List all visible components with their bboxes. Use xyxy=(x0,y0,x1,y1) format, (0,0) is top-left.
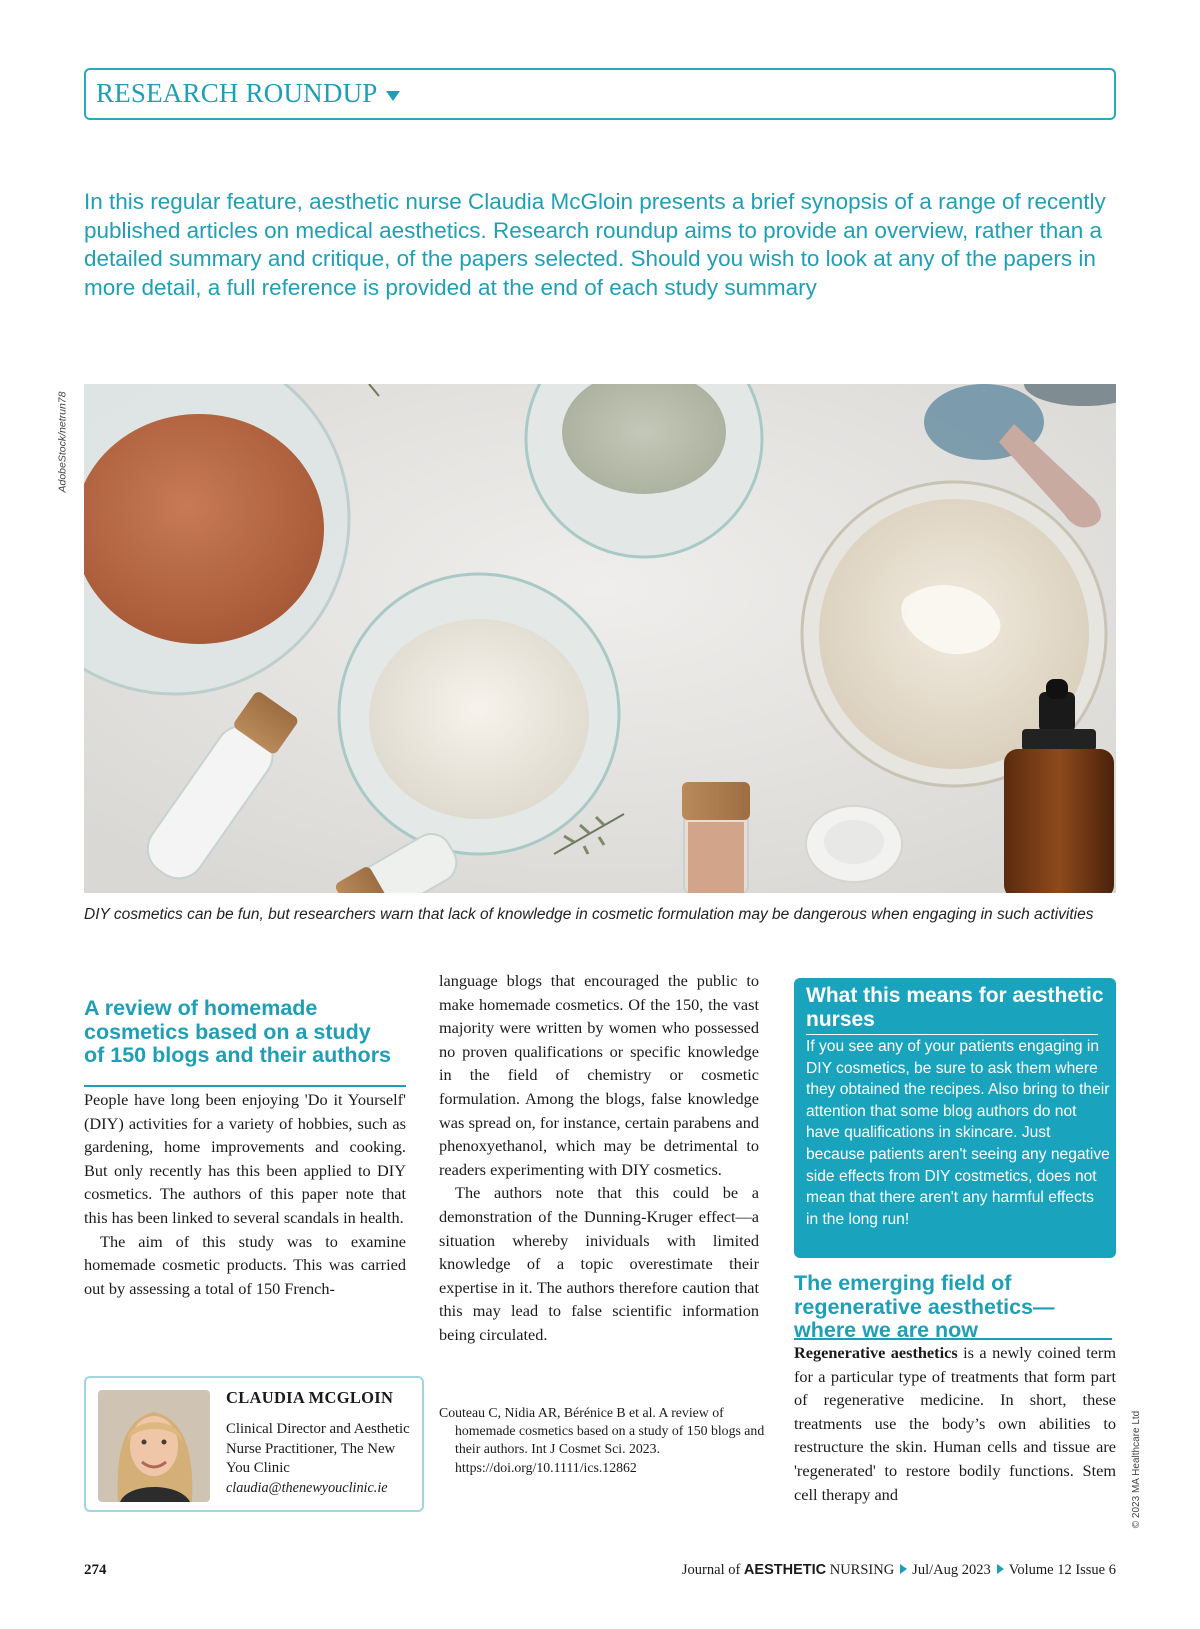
article-2-title: The emerging field of regenerative aesthetics—where we are now xyxy=(794,1271,1055,1342)
journal-brand: AESTHETIC xyxy=(743,1562,827,1578)
caret-down-icon xyxy=(386,91,400,101)
article-1-paragraph-1: People have long been enjoying 'Do it Yourself' (DIY) activities for a variety of hobbies, such as gardening, home improvements and cooking. But only recently has this been applied to DIY cosmetics. The authors of this paper note that this has been linked to several scandals in health. xyxy=(84,1090,406,1227)
section-title-text: RESEARCH ROUNDUP xyxy=(96,78,378,108)
author-email-link[interactable]: claudia@thenewyouclinic.ie xyxy=(226,1480,388,1496)
diy-cosmetics-photo xyxy=(84,384,1116,893)
page-number: 274 xyxy=(84,1562,107,1578)
intro-standfirst: In this regular feature, aesthetic nurse Claudia McGloin presents a brief synopsis of a range of recently published articles on medical aesthetics. Research roundup aims to provide an overview, rather than a detailed summary and critique, of the papers selected. Should you wish to look at any of the papers in more detail, a full reference is provided at the end of each study summary xyxy=(84,189,1106,300)
volume-issue: Volume 12 Issue 6 xyxy=(1008,1562,1116,1578)
triangle-right-icon xyxy=(997,1564,1004,1574)
author-name: CLAUDIA MCGLOIN xyxy=(226,1388,394,1407)
triangle-right-icon xyxy=(900,1564,907,1574)
article-1-paragraph-3: language blogs that encouraged the public to make homemade cosmetics. Of the 150, the vast majority were written by women who possessed no proven qualifications or specific knowledge in the field of chemistry or cosmetic formulation. Among the blogs, false knowledge was spread on, for instance, certain parabens and phenoxyethanol, which may be detrimental to readers experimenting with DIY cosmetics. xyxy=(439,971,759,1179)
what-this-means-title: What this means for aesthetic nurses xyxy=(806,984,1104,1031)
article-1-paragraph-2: The aim of this study was to examine homemade cosmetic products. This was carried out by assessing a total of 150 French- xyxy=(84,1231,406,1298)
author-box xyxy=(84,1376,424,1512)
issue-date: Jul/Aug 2023 xyxy=(912,1562,991,1578)
article-2-lead: Regenerative aesthetics xyxy=(794,1343,958,1362)
article-1-reference: Couteau C, Nidia AR, Bérénice B et al. A review of homemade cosmetics based on a study of 150 blogs and their authors. Int J Cosmet Sci. 2023. https://doi.org/10.1111/ics.12862 xyxy=(439,1405,765,1475)
article-2-body-text: is a newly coined term for a particular type of treatments that form part of regenerative medicine. In short, these treatments use the body’s own abilities to restructure the skin. Human cells and tissue are 'regenerated' to restore bodily functions. Stem cell therapy and xyxy=(794,1343,1116,1504)
what-this-means-body: If you see any of your patients engaging in DIY cosmetics, be sure to ask them where they obtained the recipes. Also bring to their attention that some blog authors do not have qualifications in skincare. Just because patients aren't seeing any negative side effects from DIY costmetics, does not mean that there aren't any harmful effects in the long run! xyxy=(806,1038,1110,1228)
article-1-title-rule xyxy=(84,1085,406,1087)
article-2-title-rule xyxy=(794,1338,1112,1340)
article-1-paragraph-4: The authors note that this could be a demonstration of the Dunning-Kruger effect—a situation whereby inividuals with limited knowledge of a topic overestimate their expertise in it. The authors therefore caution that this may lead to false scientific information being circulated. xyxy=(439,1183,759,1344)
copyright-text: © 2023 MA Healthcare Ltd xyxy=(1131,1410,1143,1529)
diy-cosmetics-illustration xyxy=(84,384,1116,893)
article-2-body xyxy=(794,1341,1116,1506)
what-this-means-rule xyxy=(806,1034,1098,1035)
article-2-paragraph xyxy=(794,1341,1116,1506)
author-avatar xyxy=(98,1390,210,1502)
article-1-column-2 xyxy=(439,969,759,1347)
what-this-means-box xyxy=(794,978,1116,1258)
photo-caption: DIY cosmetics can be fun, but researchers warn that lack of knowledge in cosmetic formulation may be dangerous when engaging in such activities xyxy=(84,906,1094,923)
article-1-title: A review of homemade cosmetics based on a study of 150 blogs and their authors xyxy=(84,996,392,1067)
journal-prefix: Journal of xyxy=(681,1562,744,1578)
photo-credit xyxy=(56,390,80,500)
footer-journal-info xyxy=(682,1562,1116,1579)
journal-suffix: NURSING xyxy=(826,1562,895,1578)
author-portrait xyxy=(98,1390,210,1502)
photo-credit-text: AdobeStock/netrun78 xyxy=(56,391,69,493)
section-header-box xyxy=(84,68,1116,120)
article-1-column-1 xyxy=(84,1088,406,1300)
section-title xyxy=(96,78,400,109)
copyright-notice xyxy=(1131,1400,1152,1540)
author-role: Clinical Director and Aesthetic Nurse Practitioner, The New You Clinic xyxy=(226,1421,410,1476)
